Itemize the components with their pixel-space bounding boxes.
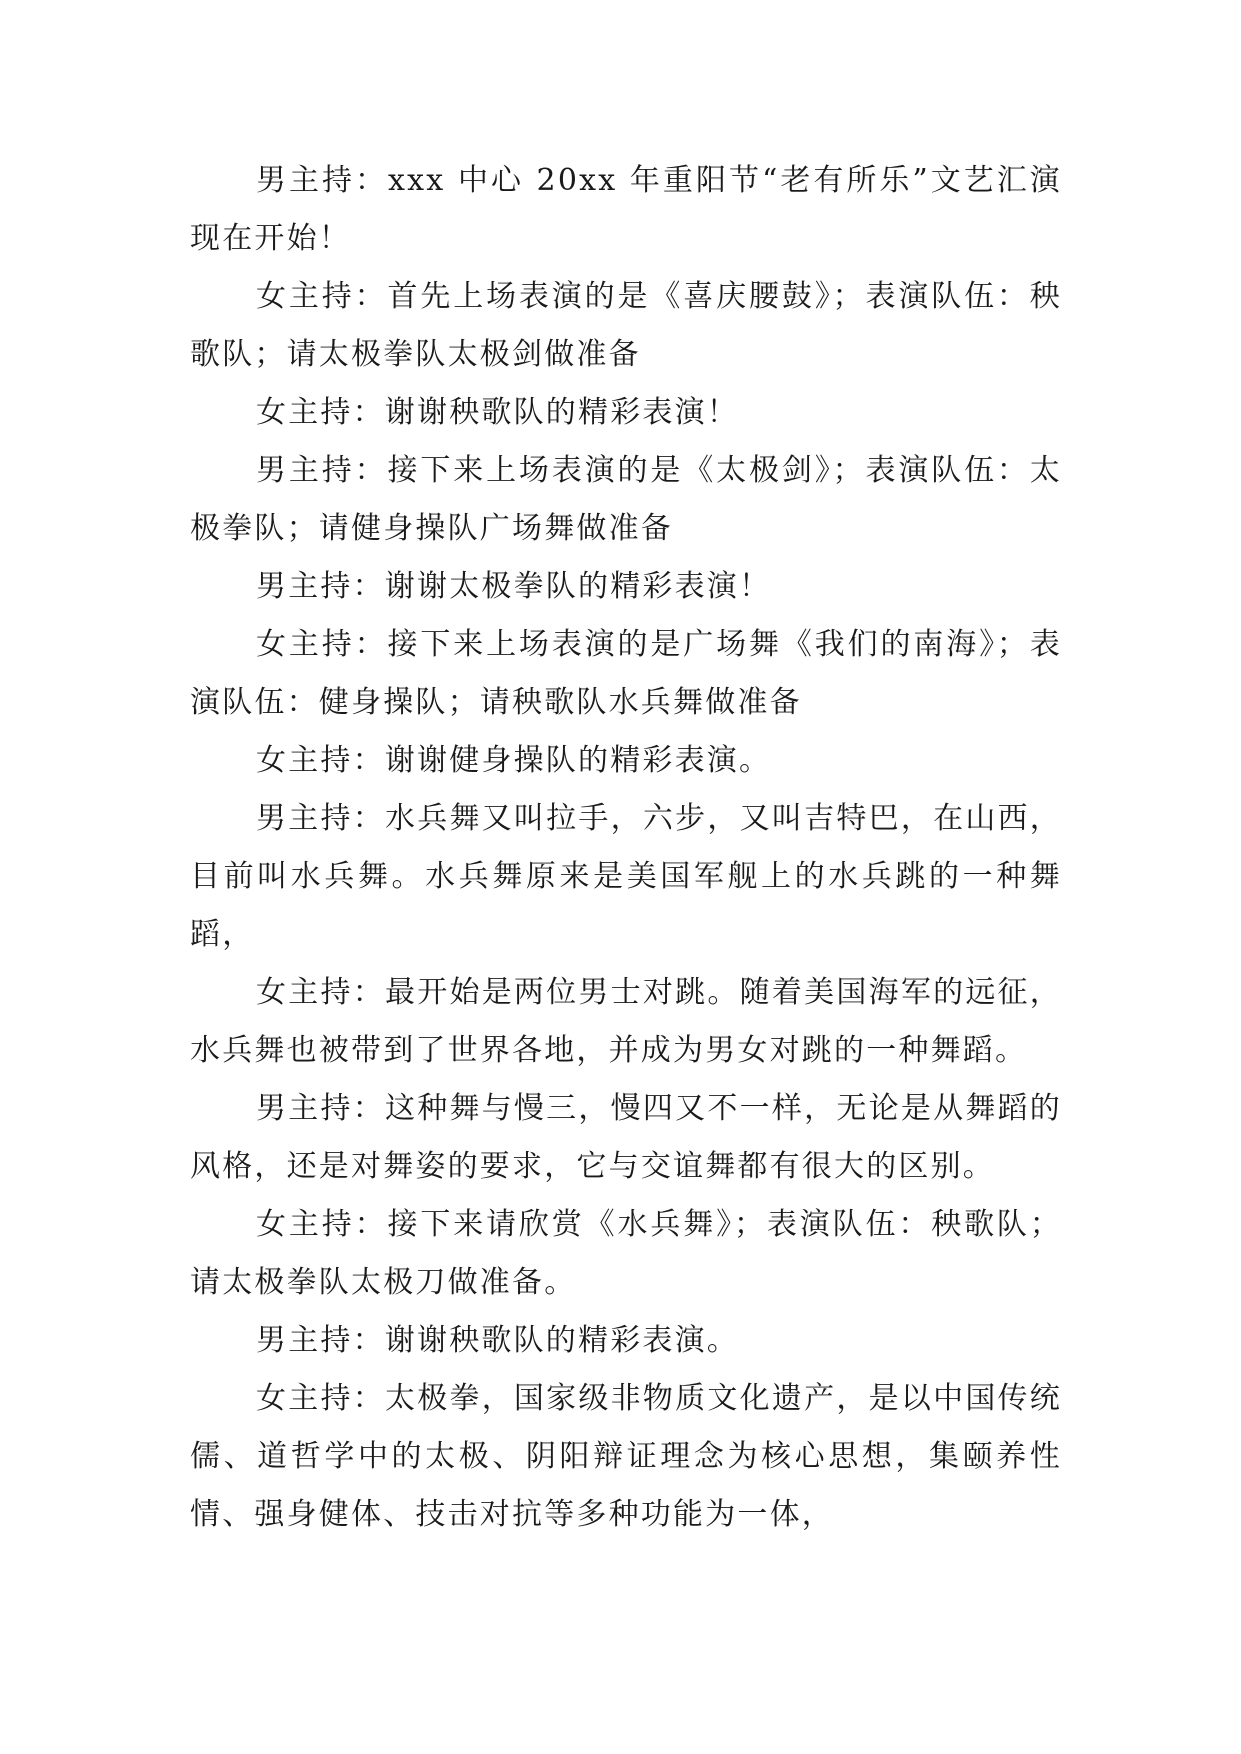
paragraph-13: 女主持：太极拳，国家级非物质文化遗产，是以中国传统儒、道哲学中的太极、阴阳辩证理念为核心思想，集颐养性情、强身健体、技击对抗等多种功能为一体， [190, 1381, 1062, 1532]
paragraph-2: 女主持：首先上场表演的是《喜庆腰鼓》；表演队伍：秧歌队；请太极拳队太极剑做准备 [190, 279, 1062, 372]
paragraph-1: 男主持：xxx 中心 20xx 年重阳节“老有所乐”文艺汇演现在开始！ [190, 163, 1062, 256]
paragraph-7: 女主持：谢谢健身操队的精彩表演。 [256, 743, 772, 778]
paragraph-9: 女主持：最开始是两位男士对跳。随着美国海军的远征，水兵舞也被带到了世界各地，并成为男女对跳的一种舞蹈。 [190, 975, 1062, 1068]
paragraph-4: 男主持：接下来上场表演的是《太极剑》；表演队伍：太极拳队；请健身操队广场舞做准备 [190, 453, 1062, 546]
document-body [190, 152, 1062, 1544]
paragraph-12: 男主持：谢谢秧歌队的精彩表演。 [256, 1323, 739, 1358]
paragraph-5: 男主持：谢谢太极拳队的精彩表演！ [256, 569, 772, 604]
paragraph-6: 女主持：接下来上场表演的是广场舞《我们的南海》；表演队伍：健身操队；请秧歌队水兵舞做准备 [190, 627, 1062, 720]
paragraph-10: 男主持：这种舞与慢三，慢四又不一样，无论是从舞蹈的风格，还是对舞姿的要求，它与交谊舞都有很大的区别。 [190, 1091, 1062, 1184]
paragraph-8: 男主持：水兵舞又叫拉手，六步，又叫吉特巴，在山西，目前叫水兵舞。水兵舞原来是美国军舰上的水兵跳的一种舞蹈， [190, 801, 1062, 952]
paragraph-3: 女主持：谢谢秧歌队的精彩表演！ [256, 395, 739, 430]
paragraph-11: 女主持：接下来请欣赏《水兵舞》；表演队伍：秧歌队；请太极拳队太极刀做准备。 [190, 1207, 1062, 1300]
